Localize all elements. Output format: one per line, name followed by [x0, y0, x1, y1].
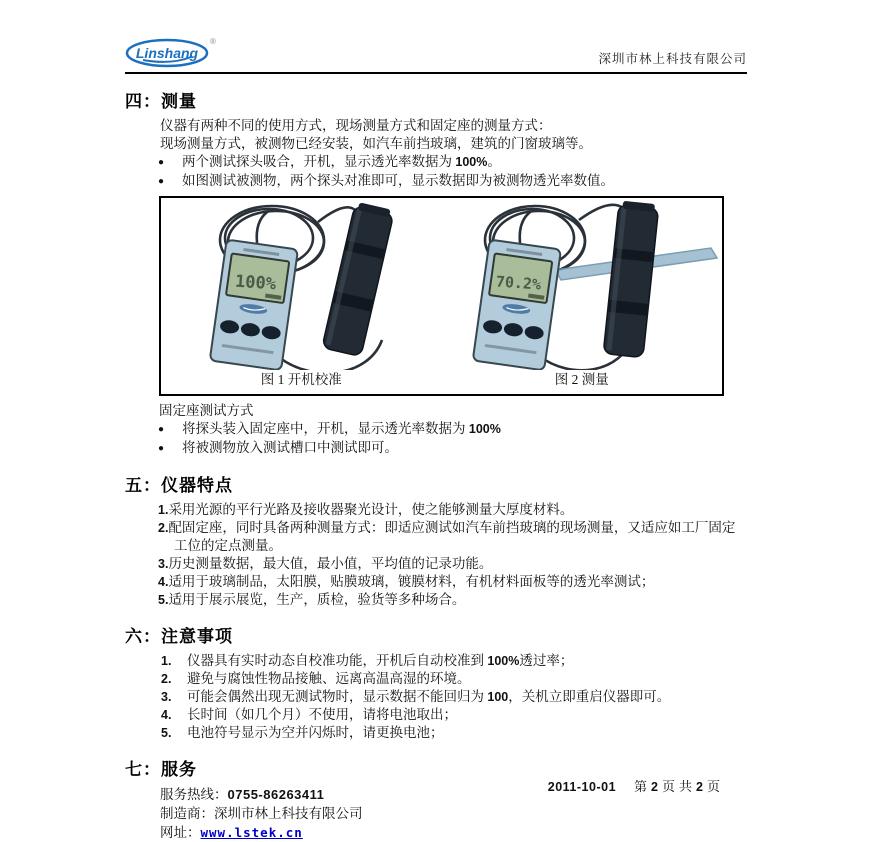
page-content: [125, 36, 747, 842]
meter-device: [472, 240, 560, 370]
item-number: 3.: [158, 557, 169, 571]
measure-bullet-list: [125, 153, 747, 191]
item-text-end: 透过率；: [519, 653, 574, 668]
item-number: 4.: [161, 708, 172, 722]
footer-page-label: 页: [662, 779, 676, 794]
section-title-features: 五：仪器特点: [125, 476, 233, 495]
list-item: [161, 652, 747, 670]
item-text: 历史测量数据，最大值，最小值，平均值的记录功能。: [168, 556, 493, 571]
meter-device: [210, 240, 298, 370]
linshang-logo: [125, 36, 221, 68]
item-number: 5.: [158, 593, 169, 607]
company-name: 深圳市林上科技有限公司: [598, 52, 747, 66]
features-list: [125, 501, 747, 609]
probe-icon: [322, 201, 395, 356]
item-text: 仪器具有实时动态自校准功能，开机后自动校准到: [187, 653, 488, 668]
list-item: [158, 501, 747, 519]
hotline-number: 0755-86263411: [227, 787, 325, 802]
item-number: 2.: [158, 521, 169, 535]
bullet-text: 两个测试探头吸合，开机，显示透光率数据为: [182, 154, 456, 169]
item-text: 适用于玻璃制品，太阳膜，贴膜玻璃，镀膜材料，有机材料面板等的透光率测试；: [168, 574, 655, 589]
measure-paragraph-1: 仪器有两种不同的使用方式，现场测量方式和固定座的测量方式：: [160, 118, 552, 133]
item-number: 4.: [158, 575, 169, 589]
bullet-icon: ●: [158, 424, 165, 435]
bullet-value: 100%: [468, 422, 501, 436]
list-item: [158, 420, 747, 439]
figure1-cell: [161, 198, 442, 394]
cable: [579, 205, 623, 220]
figure2-cell: [442, 198, 723, 394]
manufacturer-label: 制造商：: [160, 806, 214, 821]
page-header: [125, 36, 747, 74]
bullet-icon: ●: [158, 157, 165, 168]
linshang-logo-icon: [125, 36, 221, 68]
page-footer: [544, 776, 720, 795]
list-item: [158, 519, 747, 555]
figure2-photo: [443, 198, 721, 370]
list-item: [161, 670, 747, 688]
item-value: 100%: [487, 654, 520, 668]
probe-icon: [603, 200, 659, 357]
item-text-end: ，关机立即重启仪器即可。: [508, 689, 671, 704]
fixed-seat-title: 固定座测试方式: [159, 403, 254, 418]
item-text: 采用光源的平行光路及接收器聚光设计，使之能够测量大厚度材料。: [168, 502, 574, 517]
bullet-icon: ●: [158, 443, 165, 454]
item-number: 1.: [161, 654, 172, 668]
list-item: [158, 153, 747, 172]
item-number: 3.: [161, 690, 172, 704]
bullet-value: 100%: [455, 155, 488, 169]
list-item: [161, 706, 747, 724]
footer-page-label: 第: [634, 779, 648, 794]
bullet-text: 将被测物放入测试槽口中测试即可。: [182, 440, 398, 455]
footer-page-label: 页: [706, 779, 720, 794]
item-value: 100: [487, 690, 509, 704]
figure2-caption: 图 2 测量: [554, 372, 609, 387]
bullet-icon: ●: [158, 176, 165, 187]
section-title-service: 七：服务: [125, 760, 197, 779]
list-item: [158, 172, 747, 191]
lcd-value: 100%: [234, 271, 277, 295]
item-number: 1.: [158, 503, 169, 517]
item-text: 配固定座，同时具备两种测量方式：即适应测试如汽车前挡玻璃的现场测量，又适应如工厂固定工位的定点测量。: [168, 520, 736, 553]
item-text: 可能会偶然出现无测试物时，显示数据不能回归为: [187, 689, 488, 704]
bullet-text: 如图测试被测物，两个探头对准即可，显示数据即为被测物透光率数值。: [182, 173, 614, 188]
item-text: 避免与腐蚀性物品接触、远离高温高湿的环境。: [187, 671, 471, 686]
manufacturer-name: 深圳市林上科技有限公司: [214, 806, 363, 821]
bullet-text: 将探头装入固定座中，开机，显示透光率数据为: [182, 421, 469, 436]
hotline-label: 服务热线：: [160, 787, 228, 802]
list-item: [158, 439, 747, 458]
footer-date: 2011-10-01: [547, 780, 617, 794]
list-item: [158, 555, 747, 573]
section-title-measure: 四：测量: [125, 92, 197, 111]
section-title-notes: 六：注意事项: [125, 627, 233, 646]
item-text: 电池符号显示为空并闪烁时，请更换电池；: [187, 725, 444, 740]
registered-mark: ®: [210, 37, 216, 46]
website-label: 网址：: [160, 825, 201, 840]
figure-box: [159, 196, 724, 396]
item-number: 2.: [161, 672, 172, 686]
website-link[interactable]: www.lstek.cn: [200, 825, 303, 840]
lcd-value: 70.2%: [495, 272, 542, 294]
figure1-caption: 图 1 开机校准: [260, 372, 342, 387]
logo-text: Linshang: [135, 45, 199, 61]
footer-page-current: 2: [651, 780, 658, 794]
figure1-photo: [162, 198, 440, 370]
item-number: 5.: [161, 726, 172, 740]
list-item: [161, 724, 747, 742]
item-text: 长时间（如几个月）不使用，请将电池取出；: [187, 707, 457, 722]
service-website-row: [160, 823, 747, 842]
cable: [318, 207, 355, 222]
bullet-text-end: 。: [487, 154, 501, 169]
footer-page-label: 共: [679, 779, 693, 794]
footer-page-total: 2: [696, 780, 703, 794]
notes-list: [125, 652, 747, 742]
measure-paragraph-2: 现场测量方式，被测物已经安装，如汽车前挡玻璃，建筑的门窗玻璃等。: [160, 136, 592, 151]
list-item: [161, 688, 747, 706]
item-text: 适用于展示展览，生产，质检，验货等多种场合。: [168, 592, 466, 607]
service-manufacturer-row: [160, 804, 747, 823]
list-item: [158, 573, 747, 591]
list-item: [158, 591, 747, 609]
fixed-seat-bullet-list: [125, 420, 747, 458]
